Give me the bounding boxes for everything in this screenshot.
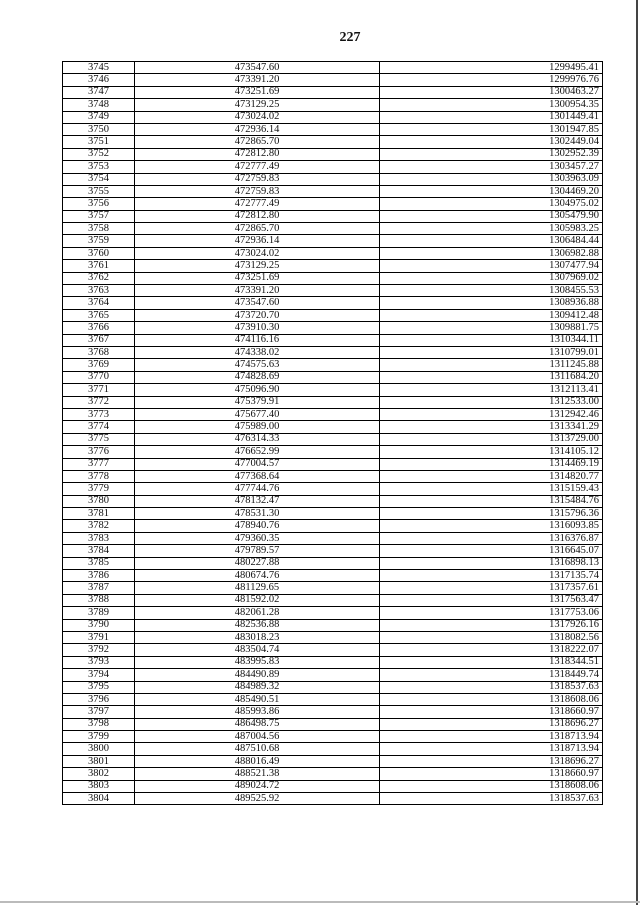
table-row (63, 433, 603, 445)
x-coordinate-cell: 473720.70 (135, 309, 380, 321)
point-number-cell: 3781 (63, 508, 135, 520)
x-coordinate-cell: 483995.83 (135, 656, 380, 668)
y-coordinate-cell: 1317135.74 (380, 570, 603, 582)
table-row (63, 793, 603, 805)
x-coordinate-cell: 478132.47 (135, 495, 380, 507)
point-number-cell: 3797 (63, 706, 135, 718)
y-coordinate-cell: 1312942.46 (380, 408, 603, 420)
x-coordinate-cell: 484490.89 (135, 669, 380, 681)
x-coordinate-cell: 487510.68 (135, 743, 380, 755)
point-number-cell: 3761 (63, 260, 135, 272)
table-row (63, 570, 603, 582)
point-number-cell: 3758 (63, 223, 135, 235)
point-number-cell: 3803 (63, 780, 135, 792)
x-coordinate-cell: 488521.38 (135, 768, 380, 780)
table-row (63, 755, 603, 767)
table-row (63, 384, 603, 396)
y-coordinate-cell: 1309412.48 (380, 309, 603, 321)
x-coordinate-cell: 473024.02 (135, 111, 380, 123)
table-row (63, 359, 603, 371)
point-number-cell: 3786 (63, 570, 135, 582)
y-coordinate-cell: 1318537.63 (380, 681, 603, 693)
point-number-cell: 3804 (63, 793, 135, 805)
table-row (63, 582, 603, 594)
x-coordinate-cell: 485490.51 (135, 693, 380, 705)
y-coordinate-cell: 1299495.41 (380, 62, 603, 74)
x-coordinate-cell: 472936.14 (135, 123, 380, 135)
table-row (63, 223, 603, 235)
page-edge-right (636, 0, 638, 905)
table-row (63, 346, 603, 358)
point-number-cell: 3753 (63, 161, 135, 173)
x-coordinate-cell: 486498.75 (135, 718, 380, 730)
y-coordinate-cell: 1304469.20 (380, 185, 603, 197)
x-coordinate-cell: 473910.30 (135, 322, 380, 334)
table-row (63, 173, 603, 185)
table-row (63, 210, 603, 222)
y-coordinate-cell: 1318537.63 (380, 793, 603, 805)
x-coordinate-cell: 474338.02 (135, 346, 380, 358)
x-coordinate-cell: 472936.14 (135, 235, 380, 247)
point-number-cell: 3802 (63, 768, 135, 780)
x-coordinate-cell: 472812.80 (135, 148, 380, 160)
y-coordinate-cell: 1316093.85 (380, 520, 603, 532)
table-row (63, 495, 603, 507)
point-number-cell: 3783 (63, 532, 135, 544)
table-row (63, 446, 603, 458)
y-coordinate-cell: 1303963.09 (380, 173, 603, 185)
x-coordinate-cell: 479360.35 (135, 532, 380, 544)
y-coordinate-cell: 1318344.51 (380, 656, 603, 668)
point-number-cell: 3785 (63, 557, 135, 569)
y-coordinate-cell: 1318082.56 (380, 631, 603, 643)
point-number-cell: 3762 (63, 272, 135, 284)
y-coordinate-cell: 1318660.97 (380, 768, 603, 780)
table-row (63, 470, 603, 482)
x-coordinate-cell: 476314.33 (135, 433, 380, 445)
table-row (63, 631, 603, 643)
point-number-cell: 3746 (63, 74, 135, 86)
x-coordinate-cell: 475096.90 (135, 384, 380, 396)
coordinates-table-body (63, 62, 603, 805)
table-row (63, 508, 603, 520)
y-coordinate-cell: 1311245.88 (380, 359, 603, 371)
point-number-cell: 3769 (63, 359, 135, 371)
point-number-cell: 3764 (63, 297, 135, 309)
point-number-cell: 3760 (63, 247, 135, 259)
point-number-cell: 3780 (63, 495, 135, 507)
y-coordinate-cell: 1317753.06 (380, 607, 603, 619)
x-coordinate-cell: 473251.69 (135, 272, 380, 284)
table-row (63, 520, 603, 532)
x-coordinate-cell: 488016.49 (135, 755, 380, 767)
x-coordinate-cell: 481129.65 (135, 582, 380, 594)
x-coordinate-cell: 475677.40 (135, 408, 380, 420)
point-number-cell: 3752 (63, 148, 135, 160)
point-number-cell: 3795 (63, 681, 135, 693)
y-coordinate-cell: 1299976.76 (380, 74, 603, 86)
point-number-cell: 3745 (63, 62, 135, 74)
table-row (63, 309, 603, 321)
table-row (63, 669, 603, 681)
table-row (63, 123, 603, 135)
point-number-cell: 3768 (63, 346, 135, 358)
table-row (63, 780, 603, 792)
y-coordinate-cell: 1317926.16 (380, 619, 603, 631)
table-row (63, 483, 603, 495)
point-number-cell: 3773 (63, 408, 135, 420)
y-coordinate-cell: 1302952.39 (380, 148, 603, 160)
point-number-cell: 3754 (63, 173, 135, 185)
x-coordinate-cell: 478940.76 (135, 520, 380, 532)
table-row (63, 285, 603, 297)
y-coordinate-cell: 1315159.43 (380, 483, 603, 495)
y-coordinate-cell: 1313729.00 (380, 433, 603, 445)
y-coordinate-cell: 1318222.07 (380, 644, 603, 656)
x-coordinate-cell: 482061.28 (135, 607, 380, 619)
table-row (63, 247, 603, 259)
point-number-cell: 3771 (63, 384, 135, 396)
y-coordinate-cell: 1304975.02 (380, 198, 603, 210)
point-number-cell: 3749 (63, 111, 135, 123)
table-row (63, 656, 603, 668)
y-coordinate-cell: 1318449.74 (380, 669, 603, 681)
x-coordinate-cell: 472777.49 (135, 198, 380, 210)
x-coordinate-cell: 474116.16 (135, 334, 380, 346)
point-number-cell: 3787 (63, 582, 135, 594)
table-row (63, 322, 603, 334)
y-coordinate-cell: 1315796.36 (380, 508, 603, 520)
y-coordinate-cell: 1314820.77 (380, 470, 603, 482)
x-coordinate-cell: 483504.74 (135, 644, 380, 656)
y-coordinate-cell: 1318713.94 (380, 731, 603, 743)
page-number: 227 (339, 30, 361, 45)
x-coordinate-cell: 479789.57 (135, 545, 380, 557)
y-coordinate-cell: 1318696.27 (380, 718, 603, 730)
coordinates-table (62, 61, 603, 805)
x-coordinate-cell: 483018.23 (135, 631, 380, 643)
point-number-cell: 3772 (63, 396, 135, 408)
y-coordinate-cell: 1305479.90 (380, 210, 603, 222)
y-coordinate-cell: 1313341.29 (380, 421, 603, 433)
table-row (63, 371, 603, 383)
table-row (63, 408, 603, 420)
point-number-cell: 3765 (63, 309, 135, 321)
table-row (63, 86, 603, 98)
y-coordinate-cell: 1314469.19 (380, 458, 603, 470)
x-coordinate-cell: 487004.56 (135, 731, 380, 743)
table-row (63, 62, 603, 74)
table-row (63, 545, 603, 557)
x-coordinate-cell: 473391.20 (135, 74, 380, 86)
y-coordinate-cell: 1317563.47 (380, 594, 603, 606)
point-number-cell: 3789 (63, 607, 135, 619)
x-coordinate-cell: 478531.30 (135, 508, 380, 520)
point-number-cell: 3796 (63, 693, 135, 705)
table-row (63, 99, 603, 111)
y-coordinate-cell: 1316376.87 (380, 532, 603, 544)
x-coordinate-cell: 480674.76 (135, 570, 380, 582)
table-row (63, 619, 603, 631)
table-row (63, 768, 603, 780)
x-coordinate-cell: 480227.88 (135, 557, 380, 569)
x-coordinate-cell: 472865.70 (135, 136, 380, 148)
x-coordinate-cell: 482536.88 (135, 619, 380, 631)
y-coordinate-cell: 1318696.27 (380, 755, 603, 767)
x-coordinate-cell: 472759.83 (135, 173, 380, 185)
table-row (63, 743, 603, 755)
table-row (63, 111, 603, 123)
y-coordinate-cell: 1300463.27 (380, 86, 603, 98)
x-coordinate-cell: 473024.02 (135, 247, 380, 259)
y-coordinate-cell: 1301449.41 (380, 111, 603, 123)
x-coordinate-cell: 477368.64 (135, 470, 380, 482)
x-coordinate-cell: 474828.69 (135, 371, 380, 383)
point-number-cell: 3751 (63, 136, 135, 148)
x-coordinate-cell: 475989.00 (135, 421, 380, 433)
table-row (63, 458, 603, 470)
x-coordinate-cell: 475379.91 (135, 396, 380, 408)
x-coordinate-cell: 473129.25 (135, 260, 380, 272)
table-row (63, 260, 603, 272)
y-coordinate-cell: 1314105.12 (380, 446, 603, 458)
y-coordinate-cell: 1303457.27 (380, 161, 603, 173)
y-coordinate-cell: 1317357.61 (380, 582, 603, 594)
point-number-cell: 3800 (63, 743, 135, 755)
y-coordinate-cell: 1307477.94 (380, 260, 603, 272)
table-row (63, 693, 603, 705)
point-number-cell: 3799 (63, 731, 135, 743)
y-coordinate-cell: 1310344.11 (380, 334, 603, 346)
point-number-cell: 3794 (63, 669, 135, 681)
point-number-cell: 3777 (63, 458, 135, 470)
x-coordinate-cell: 473129.25 (135, 99, 380, 111)
table-row (63, 185, 603, 197)
point-number-cell: 3790 (63, 619, 135, 631)
point-number-cell: 3793 (63, 656, 135, 668)
y-coordinate-cell: 1312113.41 (380, 384, 603, 396)
x-coordinate-cell: 476652.99 (135, 446, 380, 458)
point-number-cell: 3801 (63, 755, 135, 767)
table-row (63, 161, 603, 173)
table-row (63, 235, 603, 247)
point-number-cell: 3778 (63, 470, 135, 482)
point-number-cell: 3784 (63, 545, 135, 557)
point-number-cell: 3782 (63, 520, 135, 532)
table-row (63, 532, 603, 544)
point-number-cell: 3759 (63, 235, 135, 247)
table-row (63, 272, 603, 284)
table-row (63, 198, 603, 210)
x-coordinate-cell: 472759.83 (135, 185, 380, 197)
y-coordinate-cell: 1306982.88 (380, 247, 603, 259)
point-number-cell: 3756 (63, 198, 135, 210)
point-number-cell: 3770 (63, 371, 135, 383)
y-coordinate-cell: 1307969.02 (380, 272, 603, 284)
y-coordinate-cell: 1318660.97 (380, 706, 603, 718)
y-coordinate-cell: 1312533.00 (380, 396, 603, 408)
y-coordinate-cell: 1318608.06 (380, 780, 603, 792)
x-coordinate-cell: 481592.02 (135, 594, 380, 606)
y-coordinate-cell: 1318608.06 (380, 693, 603, 705)
y-coordinate-cell: 1316645.07 (380, 545, 603, 557)
table-row (63, 718, 603, 730)
point-number-cell: 3766 (63, 322, 135, 334)
y-coordinate-cell: 1302449.04 (380, 136, 603, 148)
table-row (63, 681, 603, 693)
y-coordinate-cell: 1305983.25 (380, 223, 603, 235)
x-coordinate-cell: 485993.86 (135, 706, 380, 718)
y-coordinate-cell: 1311684.20 (380, 371, 603, 383)
point-number-cell: 3776 (63, 446, 135, 458)
point-number-cell: 3792 (63, 644, 135, 656)
point-number-cell: 3798 (63, 718, 135, 730)
x-coordinate-cell: 472865.70 (135, 223, 380, 235)
y-coordinate-cell: 1318713.94 (380, 743, 603, 755)
point-number-cell: 3748 (63, 99, 135, 111)
table-row (63, 396, 603, 408)
x-coordinate-cell: 473547.60 (135, 297, 380, 309)
x-coordinate-cell: 489525.92 (135, 793, 380, 805)
page-edge-bottom (0, 901, 640, 903)
table-row (63, 334, 603, 346)
y-coordinate-cell: 1316898.13 (380, 557, 603, 569)
y-coordinate-cell: 1308455.53 (380, 285, 603, 297)
table-row (63, 644, 603, 656)
point-number-cell: 3779 (63, 483, 135, 495)
y-coordinate-cell: 1315484.76 (380, 495, 603, 507)
point-number-cell: 3763 (63, 285, 135, 297)
table-row (63, 706, 603, 718)
x-coordinate-cell: 472812.80 (135, 210, 380, 222)
x-coordinate-cell: 474575.63 (135, 359, 380, 371)
point-number-cell: 3774 (63, 421, 135, 433)
table-row (63, 297, 603, 309)
y-coordinate-cell: 1300954.35 (380, 99, 603, 111)
table-row (63, 557, 603, 569)
point-number-cell: 3767 (63, 334, 135, 346)
x-coordinate-cell: 489024.72 (135, 780, 380, 792)
x-coordinate-cell: 477004.57 (135, 458, 380, 470)
table-row (63, 731, 603, 743)
y-coordinate-cell: 1306484.44 (380, 235, 603, 247)
point-number-cell: 3747 (63, 86, 135, 98)
point-number-cell: 3750 (63, 123, 135, 135)
x-coordinate-cell: 472777.49 (135, 161, 380, 173)
x-coordinate-cell: 477744.76 (135, 483, 380, 495)
point-number-cell: 3755 (63, 185, 135, 197)
x-coordinate-cell: 473251.69 (135, 86, 380, 98)
table-row (63, 136, 603, 148)
point-number-cell: 3791 (63, 631, 135, 643)
x-coordinate-cell: 473547.60 (135, 62, 380, 74)
point-number-cell: 3757 (63, 210, 135, 222)
y-coordinate-cell: 1301947.85 (380, 123, 603, 135)
y-coordinate-cell: 1308936.88 (380, 297, 603, 309)
table-row (63, 421, 603, 433)
table-row (63, 148, 603, 160)
x-coordinate-cell: 473391.20 (135, 285, 380, 297)
table-row (63, 607, 603, 619)
table-row (63, 594, 603, 606)
x-coordinate-cell: 484989.32 (135, 681, 380, 693)
y-coordinate-cell: 1309881.75 (380, 322, 603, 334)
y-coordinate-cell: 1310799.01 (380, 346, 603, 358)
point-number-cell: 3775 (63, 433, 135, 445)
table-row (63, 74, 603, 86)
point-number-cell: 3788 (63, 594, 135, 606)
